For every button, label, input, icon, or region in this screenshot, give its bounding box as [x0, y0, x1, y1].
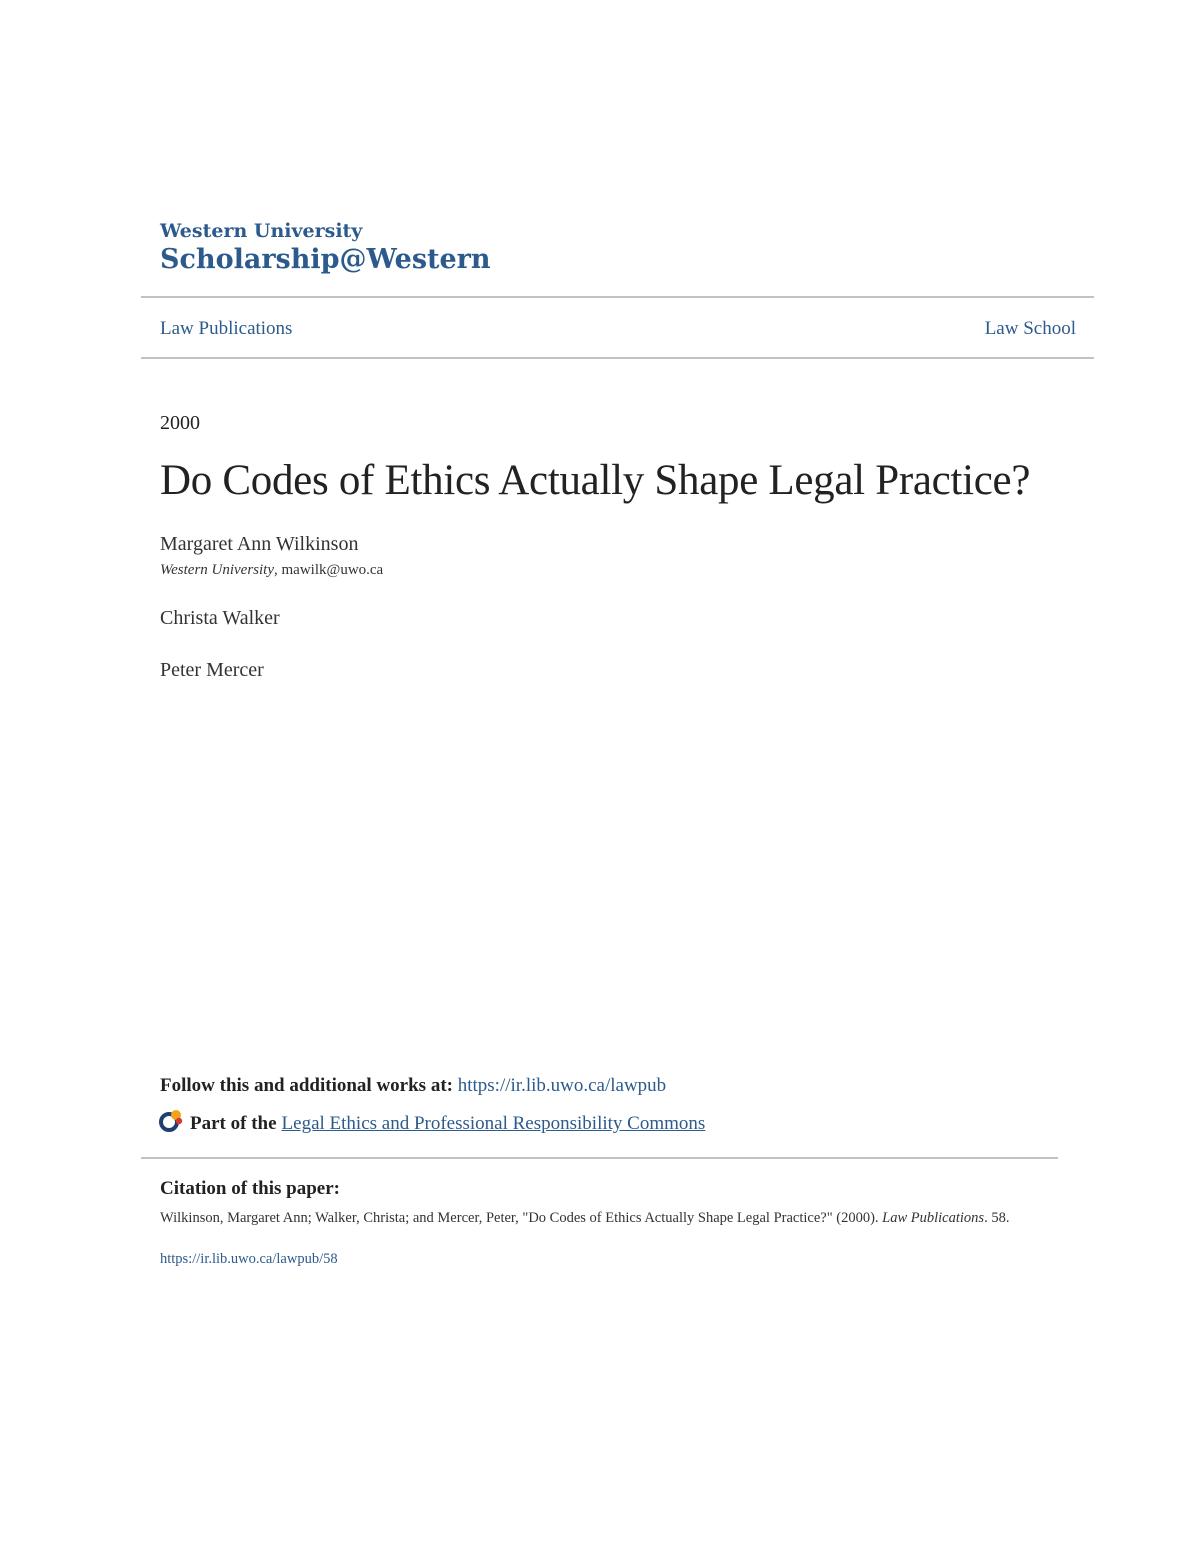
part-of-label: Part of the	[190, 1113, 277, 1134]
header-divider-top	[141, 296, 1094, 298]
affiliation-institution: Western University	[160, 562, 275, 578]
follow-line	[160, 1075, 666, 1097]
author-email: , mawilk@uwo.ca	[274, 562, 384, 578]
author-affiliation	[160, 562, 383, 579]
publication-year: 2000	[160, 412, 200, 434]
citation-number: . 58.	[984, 1210, 1010, 1226]
follow-label: Follow this and additional works at:	[160, 1075, 453, 1096]
law-publications-link[interactable]: Law Publications	[160, 318, 293, 339]
paper-title: Do Codes of Ethics Actually Shape Legal Practice?	[160, 457, 1031, 504]
institution-name: Western University	[160, 220, 363, 242]
author-name: Peter Mercer	[160, 659, 264, 681]
author-name: Christa Walker	[160, 607, 280, 629]
follow-url-link[interactable]: https://ir.lib.uwo.ca/lawpub	[457, 1075, 667, 1096]
commons-link[interactable]: Legal Ethics and Professional Responsibility Commons	[281, 1113, 706, 1134]
citation-series: Law Publications	[882, 1210, 985, 1226]
part-of-line	[158, 1108, 705, 1140]
citation-url-link[interactable]: https://ir.lib.uwo.ca/lawpub/58	[160, 1251, 338, 1267]
repository-name[interactable]: Scholarship@Western	[160, 244, 491, 275]
author-name: Margaret Ann Wilkinson	[160, 533, 359, 555]
header-divider-bottom	[141, 357, 1094, 359]
citation-text	[160, 1208, 1010, 1228]
digital-commons-icon	[158, 1108, 184, 1140]
citation-heading: Citation of this paper:	[160, 1178, 340, 1199]
citation-divider	[141, 1157, 1058, 1159]
law-school-link[interactable]: Law School	[984, 318, 1076, 339]
citation-main: Wilkinson, Margaret Ann; Walker, Christa; and Mercer, Peter, "Do Codes of Ethics Actually Shape Legal Practice?" (2000).	[160, 1210, 879, 1226]
